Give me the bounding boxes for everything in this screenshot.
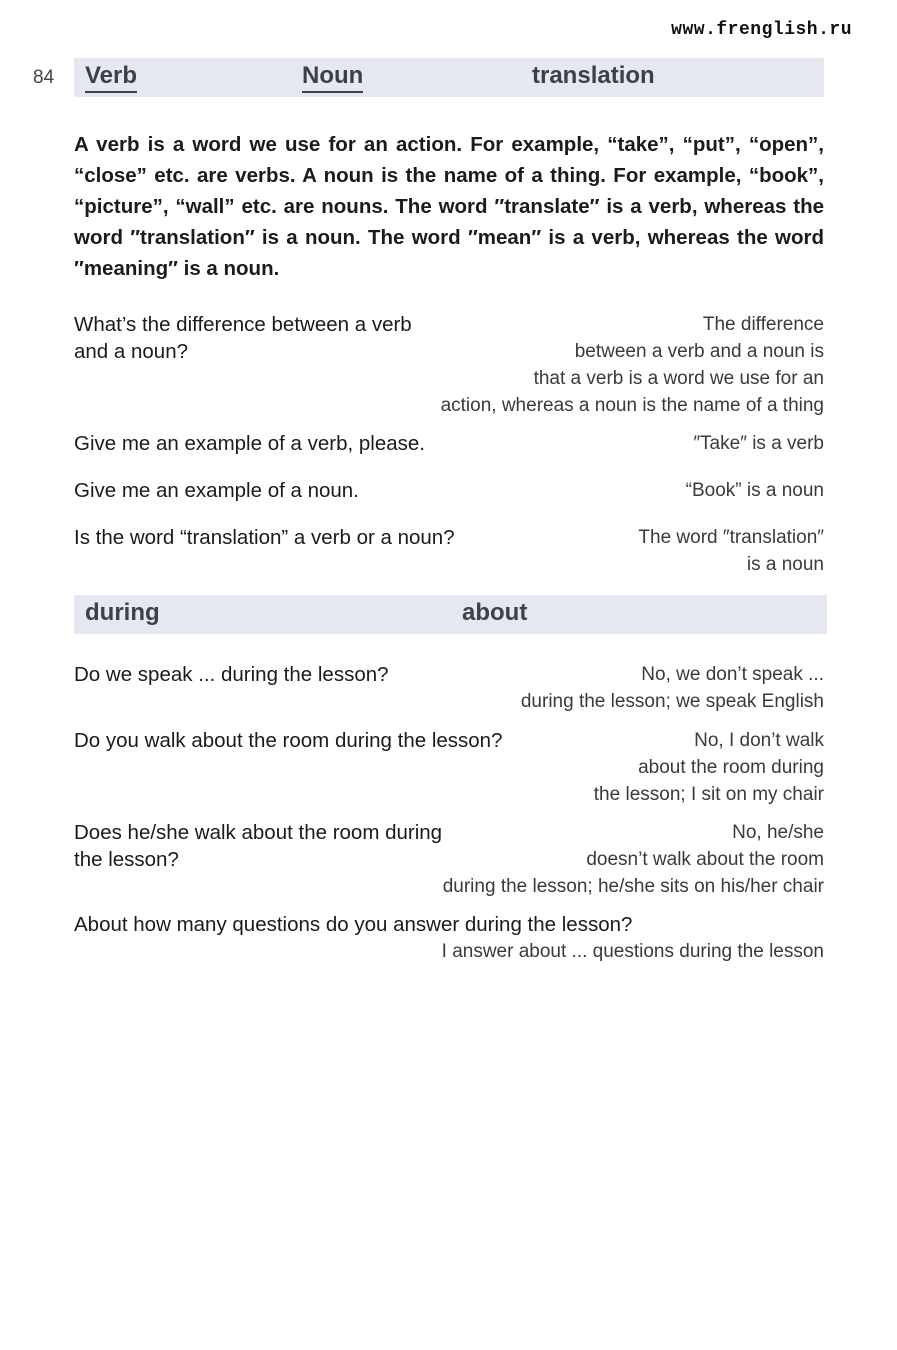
- question: Give me an example of a noun.: [74, 479, 359, 502]
- question: Do we speak ... during the lesson?: [74, 663, 389, 686]
- qa-item: [74, 727, 824, 808]
- answer: No, I don’t walk about the room during the lesson; I sit on my chair: [593, 730, 824, 805]
- vocab-word-noun: Noun: [302, 62, 363, 93]
- vocab-word-verb: Verb: [85, 62, 137, 93]
- answer: No, we don’t speak ... during the lesson; we speak English: [520, 664, 824, 712]
- vocab-word-translation: translation: [532, 62, 655, 89]
- qa-item: [74, 819, 824, 900]
- question: About how many questions do you answer during the lesson?: [74, 913, 633, 936]
- vocab-word-during: during: [85, 599, 160, 626]
- answer: “Book” is a noun: [685, 480, 824, 501]
- qa-item: [74, 524, 824, 578]
- question: Does he/she walk about the room during the lesson?: [74, 821, 443, 871]
- vocab-word-about: about: [462, 599, 528, 626]
- qa-item: [74, 430, 824, 457]
- answer: The difference between a verb and a noun is that a verb is a word we use for an action, whereas a noun is the name of a thing: [440, 314, 824, 416]
- intro-paragraph: A verb is a word we use for an action. For example, “take”, “put”, “open”, “close” etc. are verbs. A noun is the name of a thing. For example, “book”, “picture”, “wall” etc. are nouns. The word ″translate″ is a verb, whereas the word ″translation″ is a noun. The word ″mean″ is a verb, whereas the word ″meaning″ is a noun.: [74, 133, 824, 280]
- answer: No, he/she doesn’t walk about the room during the lesson; he/she sits on his/her chair: [442, 822, 824, 897]
- question: Give me an example of a verb, please.: [74, 432, 425, 455]
- qa-item: [74, 911, 824, 965]
- answer: The word ″translation″ is a noun: [638, 527, 824, 575]
- question: Is the word “translation” a verb or a noun?: [74, 526, 455, 549]
- vocab-bar-1: [74, 58, 824, 97]
- vocab-bar-2: [74, 595, 827, 634]
- qa-item: [74, 661, 824, 715]
- question: What’s the difference between a verb and a noun?: [74, 313, 412, 363]
- site-watermark: www.frenglish.ru: [671, 20, 852, 40]
- page-number: 84: [33, 67, 55, 88]
- qa-item: [74, 477, 824, 504]
- question: Do you walk about the room during the lesson?: [74, 729, 503, 752]
- answer: I answer about ... questions during the lesson: [441, 941, 824, 962]
- qa-item: [74, 311, 824, 419]
- answer: ″Take″ is a verb: [693, 433, 824, 454]
